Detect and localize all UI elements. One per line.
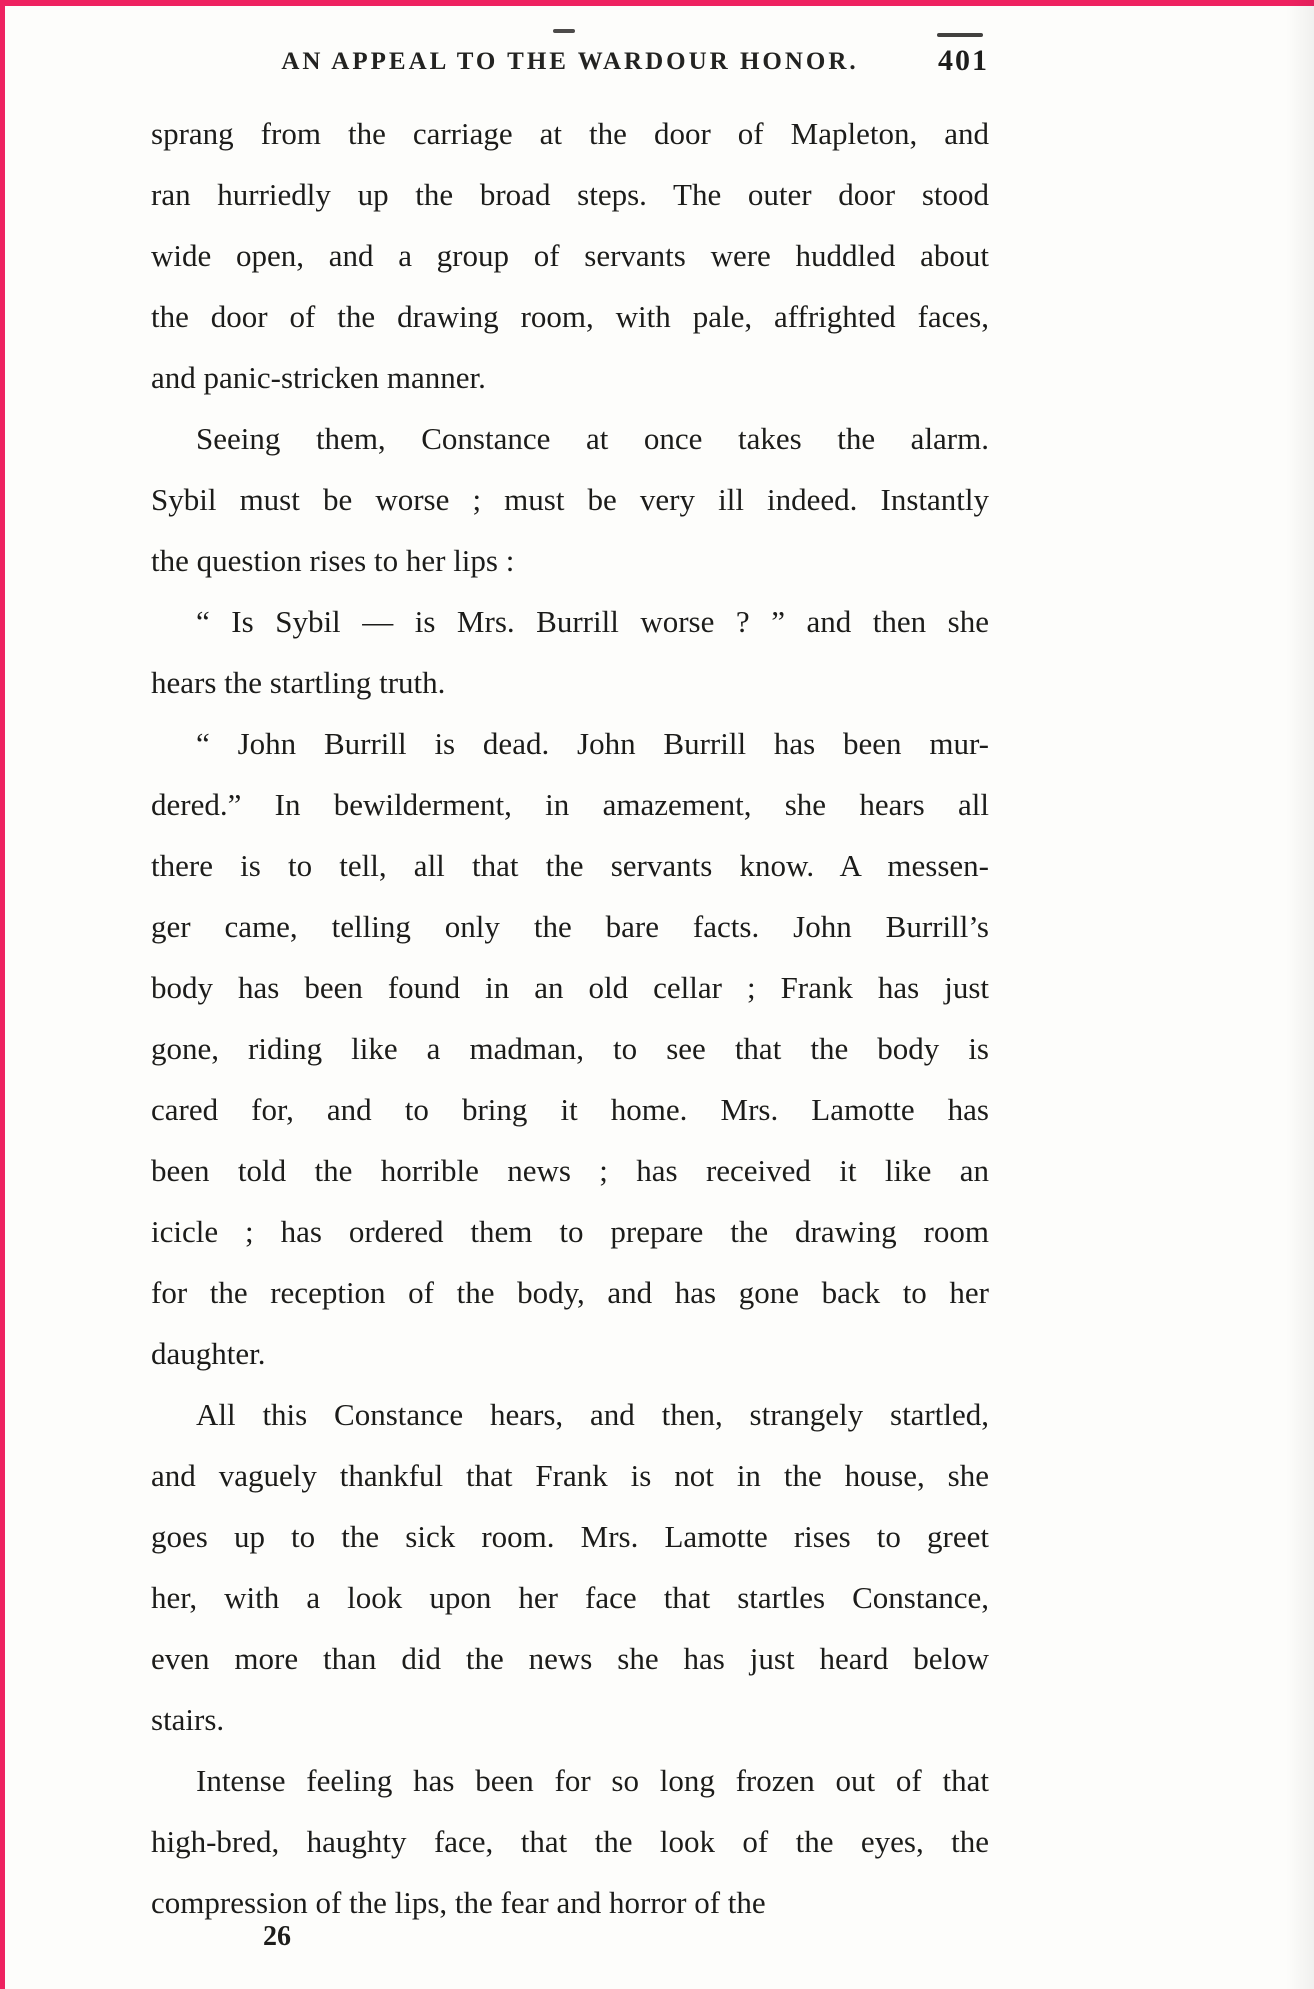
paragraph (151, 1750, 989, 1933)
text-line: stairs. (151, 1702, 225, 1737)
text-line: compression of the lips, the fear and horror of the (151, 1885, 766, 1920)
paragraph (151, 713, 989, 1384)
text-line: daughter. (151, 1336, 266, 1371)
scan-artifact-dash (553, 29, 575, 33)
text-line: icicle ; has ordered them to prepare the drawing room (151, 1214, 989, 1249)
text-line: Sybil must be worse ; must be very ill indeed. Instantly (151, 482, 989, 517)
text-line: gone, riding like a madman, to see that the body is (151, 1031, 989, 1066)
body-text (151, 103, 989, 1933)
text-line: even more than did the news she has just heard below (151, 1641, 989, 1676)
text-line: been told the horrible news ; has received it like an (151, 1153, 989, 1188)
scan-red-line-left (0, 0, 5, 1989)
page-number: 401 (938, 44, 989, 77)
paragraph (151, 591, 989, 713)
text-line: her, with a look upon her face that startles Constance, (151, 1580, 989, 1615)
page-edge-shade (1286, 0, 1314, 1989)
text-line: goes up to the sick room. Mrs. Lamotte rises to greet (151, 1519, 989, 1554)
text-line: ran hurriedly up the broad steps. The outer door stood (151, 177, 989, 212)
text-line: there is to tell, all that the servants know. A messen- (151, 848, 989, 883)
text-line: “ Is Sybil — is Mrs. Burrill worse ? ” and then she (196, 604, 989, 639)
text-line: dered.” In bewilderment, in amazement, she hears all (151, 787, 989, 822)
text-line: All this Constance hears, and then, strangely startled, (196, 1397, 989, 1432)
text-line: the question rises to her lips : (151, 543, 515, 578)
running-header (151, 44, 989, 86)
text-line: for the reception of the body, and has gone back to her (151, 1275, 989, 1310)
text-line: Seeing them, Constance at once takes the alarm. (196, 421, 989, 456)
running-header-title: AN APPEAL TO THE WARDOUR HONOR. (281, 48, 859, 75)
text-line: ger came, telling only the bare facts. John Burrill’s (151, 909, 989, 944)
text-line: “ John Burrill is dead. John Burrill has been mur- (196, 726, 989, 761)
text-line: sprang from the carriage at the door of Mapleton, and (151, 116, 989, 151)
paragraph (151, 103, 989, 408)
paragraph (151, 1384, 989, 1750)
text-line: hears the startling truth. (151, 665, 446, 700)
signature-mark: 26 (263, 1921, 291, 1952)
text-line: and vaguely thankful that Frank is not in the house, she (151, 1458, 989, 1493)
text-line: and panic-stricken manner. (151, 360, 486, 395)
text-line: cared for, and to bring it home. Mrs. Lamotte has (151, 1092, 989, 1127)
scan-red-line-top (0, 0, 1314, 6)
text-line: Intense feeling has been for so long frozen out of that (196, 1763, 989, 1798)
text-line: high-bred, haughty face, that the look of the eyes, the (151, 1824, 989, 1859)
text-line: body has been found in an old cellar ; Frank has just (151, 970, 989, 1005)
text-line: the door of the drawing room, with pale, affrighted faces, (151, 299, 989, 334)
paragraph (151, 408, 989, 591)
text-line: wide open, and a group of servants were huddled about (151, 238, 989, 273)
scan-artifact-overline (937, 33, 983, 37)
